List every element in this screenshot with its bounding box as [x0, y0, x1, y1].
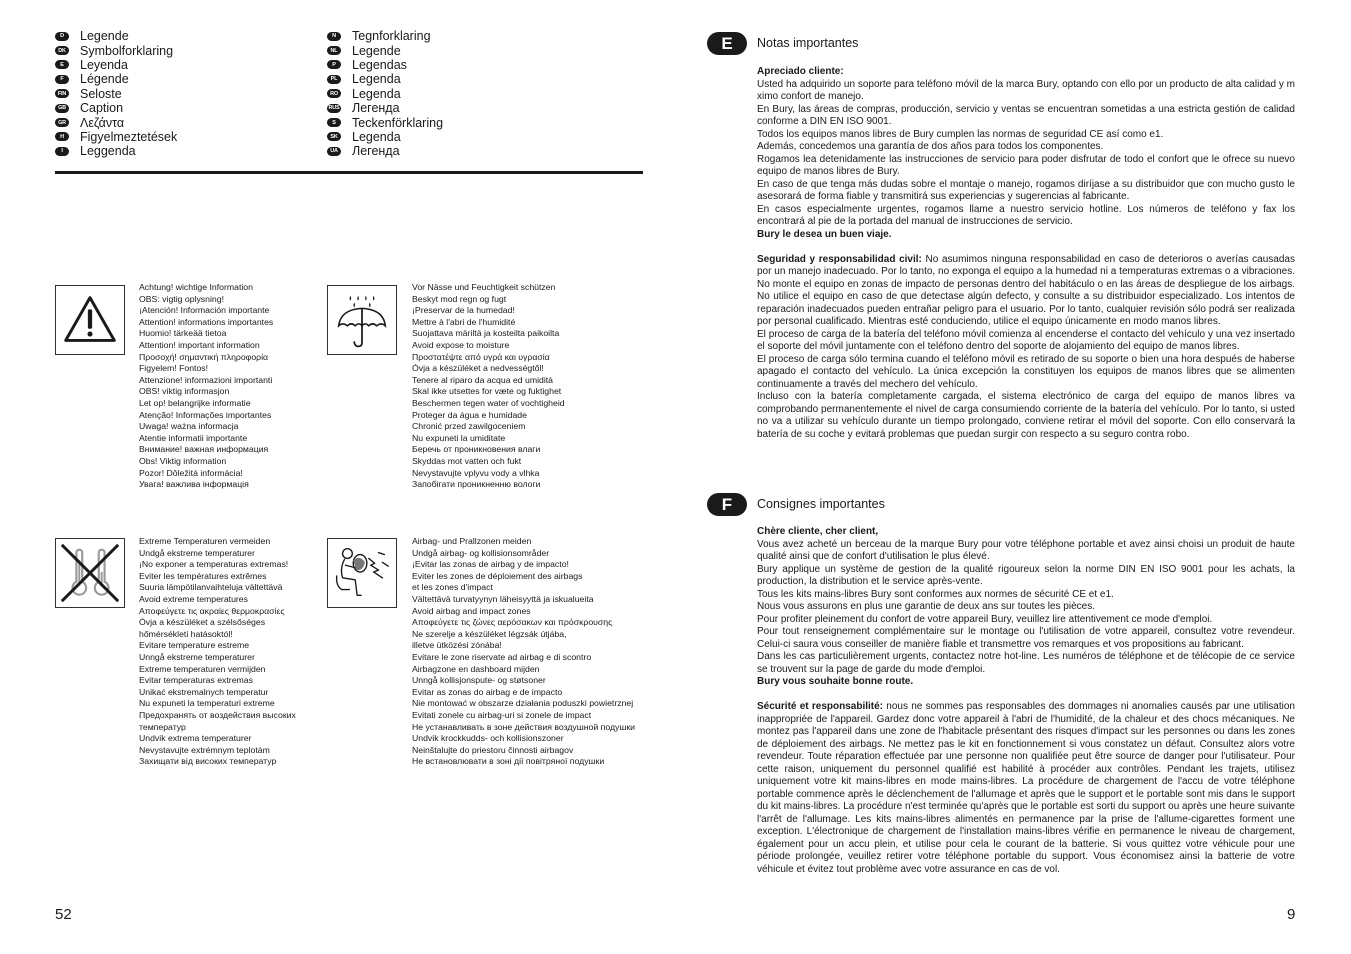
legend-label: Легенда — [352, 101, 400, 116]
symbol-text-line: Не встановлювати в зоні дії повітряної подушки — [412, 756, 605, 767]
symbol-text-line: Tenere al riparo da acqua ed umidità — [412, 374, 554, 385]
symbol-text-line: Ne szerelje a készüléket légzsák útjába, — [412, 628, 567, 639]
symbol-text-line: ¡No exponer a temperaturas extremas! — [139, 559, 289, 570]
legend-label: Tegnforklaring — [352, 29, 431, 44]
symbol-text-line: Запобігати проникненню вологи — [412, 479, 541, 490]
legend-label: Leggenda — [80, 144, 136, 159]
symbol-text-line: Evitati zonele cu airbag-uri si zonele de impact — [412, 709, 592, 720]
symbol-text-line: Pozor! Dôležitá informácia! — [139, 467, 243, 478]
language-code-badge: I — [55, 147, 69, 156]
section-f-safety-intro: nous ne sommes pas responsables des dommages ni anomalies causés par une utilisation inappropriée de l'appareil. Gardez donc votre appareil à l'abri de l'humidité, de la chaleur et des chocs mécaniques. Ne montez pas l'appareil dans une zone de l'habitacle présentant des risques d'impact sur les personnes ou dans les zones de déploiement des airbags. Ne mettez pas le kit en fonctionnement si vous constatez un défaut. Consultez alors votre revendeur. Toute réparation effectuée par une personne non qualifiée peut être source de danger pour l'utilisateur. Pour cette raison, uniquement du personnel qualifié est habilité à procéder aux contrôles. Pendant les trajets, utilisez uniquement votre kit mains-libres en mode mains-libres. La procédure de chargement de l'accu de votre téléphone portable commence après le déclenchement de l'allumage et après que le support et le portable sont mis dans le support du kit mains-libres. La procédure n'est terminée qu'après que le portable est sorti du support ou après une heure suivante l'arrêt de l'allumage. Les kits mains-libres alimentés en permanence par la prise de l'allume-cigarettes forment une exception. L'électronique de chargement de l'installation mains-libres vérifie en permanence le niveau de chargement, également pour un accu plein, et utilise pour cela le courant de la batterie. Si vous quittez votre véhicule pour une période prolongée, veuillez retirer votre téléphone portable du support. Vous économisez ainsi la batterie de votre véhicule et évitez tout problème avec votre assurance en cas de vol. — [757, 701, 1295, 875]
legend-item — [55, 130, 177, 144]
section-f-badge: F — [707, 493, 747, 516]
symbol-text-line: Óvja a készüléket a nedvességtől! — [412, 363, 544, 374]
symbol-text-line: Unikać ekstremalnych temperatur — [139, 686, 269, 697]
section-e-closing: Bury le desea un buen viaje. — [757, 228, 892, 240]
symbol-text-line: Figyelem! Fontos! — [139, 363, 209, 374]
symbol-text-line: Airbagzone en dashboard mijden — [412, 663, 540, 674]
language-code-badge: E — [55, 60, 69, 69]
symbol-text-line: OBS! viktig informasjon — [139, 386, 230, 397]
section-f-closing: Bury vous souhaite bonne route. — [757, 676, 914, 687]
legend-item — [327, 130, 443, 144]
legend-item — [55, 72, 177, 86]
language-code-badge: S — [327, 118, 341, 127]
legend-item — [327, 101, 443, 115]
symbol-text-line: Увага! важлива інформація — [139, 479, 249, 490]
legend-item — [55, 101, 177, 115]
legend-label: Legenda — [352, 72, 401, 87]
section-f-safety-label: Sécurité et responsabilité: — [757, 701, 883, 712]
symbol-text-line: Airbag- und Prallzonen meiden — [412, 536, 532, 546]
warning-triangle-icon — [55, 285, 125, 355]
symbol-text-line: Unngå ekstreme temperaturer — [139, 651, 255, 662]
section-e-badge: E — [707, 32, 747, 55]
section-e-safety-intro: No asumimos ninguna responsabilidad en caso de deterioros o averías causadas por un manejo inadecuado. Por lo tanto, no exponga el equipo a la humedad ni a temperaturas extremas o a vibraciones. No monte el equipo en zonas de impacto de personas dentro del habitáculo o en las áreas de despliegue de los airbags. No utilice el equipo en caso de que detectase algún defecto, y consulte a su distribuidor especializado. Los intentos de reparación inadecuados pueden entrañar peligro para el usuario. Por lo tanto, cualquier revisión sólo podrá ser realizada por personal cualificado. Mientras esté conduciendo, utilice el equipo únicamente en modo manos libres. — [757, 253, 1295, 327]
symbol-text-line: Nu expuneti la temperaturi extreme — [139, 698, 275, 709]
symbol-text-line: Attention! informations importantes — [139, 316, 274, 327]
symbol-text-line: Avoid expose to moisture — [412, 339, 510, 350]
symbol-text-line: Nu expuneti la umiditate — [412, 432, 506, 443]
temperature-text — [139, 536, 296, 768]
symbol-text-line: Extreme temperaturen vermijden — [139, 663, 266, 674]
page-number-left: 52 — [55, 906, 72, 923]
symbol-text-line: OBS: vigtig oplysning! — [139, 293, 224, 304]
symbol-text-line: Proteger da água e humidade — [412, 409, 527, 420]
language-code-badge: D — [55, 32, 69, 41]
symbol-text-line: Αποφεύγετε τις ακραίες θερμοκρασίες — [139, 605, 285, 616]
symbol-text-line: Беречь от проникновения влаги — [412, 444, 541, 455]
symbol-text-line: Obs! Viktig information — [139, 455, 227, 466]
symbol-text-line: Unngå kollisjonspute- og støtsoner — [412, 675, 546, 686]
symbol-text-line: Предохранять от воздействия высоких — [139, 709, 296, 720]
paragraph: Vous avez acheté un berceau de la marque Bury pour votre téléphone portable et avez ainsi choisi un produit de haute qualité ainsi que de confort d'utilisation le plus élevé. — [757, 538, 1295, 562]
legend-label: Teckenförklaring — [352, 115, 444, 130]
umbrella-rain-icon — [327, 285, 397, 355]
paragraph: Pour tout renseignement complémentaire sur le montage ou l'utilisation de votre appareil, consultez votre revendeur. Celui-ci saura vous conseiller de manière fiable et transmettre vos remarques et vos propositions au fabricant. — [757, 626, 1295, 650]
symbol-text-line: Chronić przed zawilgoceniem — [412, 421, 526, 432]
legend-item — [55, 144, 177, 158]
symbol-text-line: Evitare le zone riservate ad airbag e di scontro — [412, 651, 592, 662]
symbol-text-line: Evitar as zonas do airbag e de impacto — [412, 686, 563, 697]
symbol-text-line: Uwaga! ważna informacja — [139, 421, 239, 432]
symbol-text-line: Nie montować w obszarze działania poduszki powietrznej — [412, 698, 634, 709]
symbol-text-line: Huomio! tärkeää tietoa — [139, 328, 227, 339]
page-number-right: 9 — [1287, 906, 1296, 923]
legend-column-1 — [55, 29, 177, 159]
section-e-body — [757, 66, 1295, 441]
legend-item — [55, 87, 177, 101]
language-code-badge: FIN — [55, 89, 69, 98]
section-e-safety-label: Seguridad y responsabilidad civil: — [757, 253, 922, 265]
language-code-badge: GB — [55, 104, 69, 113]
symbol-text-line: Eviter les températures extrêmes — [139, 570, 267, 581]
legend-label: Legende — [352, 43, 401, 58]
legend-label: Legende — [80, 29, 129, 44]
symbol-text-line: Óvja a készüléket a szélsőséges — [139, 617, 266, 628]
symbol-text-line: Evitar temperaturas extremas — [139, 675, 253, 686]
section-f-title: Consignes importantes — [757, 497, 885, 511]
symbol-text-line: Atenção! Informações importantes — [139, 409, 272, 420]
paragraph: El proceso de carga sólo termina cuando el teléfono móvil es retirado de su soporte o bien una hora después de haberse apagado el contacto del vehículo. La única excepción la constituyen los equipos de manos libres que se alimenten continuamente a través del mechero del vehículo. — [757, 353, 1295, 390]
language-code-badge: GR — [55, 118, 69, 127]
symbol-text-line: Vor Nässe und Feuchtigkeit schützen — [412, 282, 556, 292]
legend-label: Легенда — [352, 144, 400, 159]
legend-column-2 — [327, 29, 443, 159]
symbol-text-line: Extreme Temperaturen vermeiden — [139, 536, 271, 546]
language-code-badge: NL — [327, 46, 341, 55]
symbol-text-line: ¡Preservar de la humedad! — [412, 305, 515, 316]
paragraph: En caso de que tenga más dudas sobre el montaje o manejo, rogamos diríjase a su distribuidor que con mucho gusto le asesorará de forma fiable y transmitirá sus experiencias y sugerencias al fabricante. — [757, 178, 1295, 202]
language-code-badge: PL — [327, 75, 341, 84]
paragraph: Nous vous assurons en plus une garantie de deux ans sur toutes les pièces. — [757, 601, 1095, 612]
legend-label: Caption — [80, 101, 124, 116]
symbol-text-line: Mettre à l'abri de l'humidité — [412, 316, 516, 327]
language-code-badge: H — [55, 132, 69, 141]
symbol-text-line: Undvik extrema temperaturer — [139, 733, 252, 744]
language-code-badge: SK — [327, 132, 341, 141]
legend-item — [327, 29, 443, 43]
language-code-badge: P — [327, 60, 341, 69]
symbol-text-line: hőmérsékleti hatásoktól! — [139, 628, 233, 639]
symbol-text-line: Αποφεύγετε τις ζώνες αερόσακων και πρόσκρουσης — [412, 617, 613, 628]
symbol-text-line: Не устанавливать в зоне действия воздушной подушки — [412, 721, 636, 732]
symbol-text-line: Let op! belangrijke informatie — [139, 397, 251, 408]
legend-label: Figyelmeztetések — [80, 129, 178, 144]
paragraph: El proceso de carga de la batería del teléfono móvil comienza al encenderse el contacto del vehículo y una vez insertado el soporte del móvil juntamente con el teléfono dentro del soporte de alojamiento del equipo de manos libres. — [757, 328, 1295, 352]
legend-item — [327, 72, 443, 86]
legend-label: Legenda — [352, 86, 401, 101]
language-code-badge: DK — [55, 46, 69, 55]
symbol-text-line: Skyddas mot vatten och fukt — [412, 455, 522, 466]
paragraph: En casos especialmente urgentes, rogamos llame a nuestro servicio hotline. Los números de teléfono y fax los encontrará al pie de la portada del manual de instrucciones de servicio. — [757, 203, 1295, 227]
symbol-text-line: температур — [139, 721, 186, 732]
paragraph: Tous les kits mains-libres Bury sont conformes aux normes de sécurité CE et e1. — [757, 588, 1114, 600]
language-code-badge: RUS — [328, 105, 340, 112]
legend-label: Legenda — [352, 129, 401, 144]
legend-label: Leyenda — [80, 57, 128, 72]
language-code-badge: N — [327, 32, 341, 41]
symbol-text-line: illetve ütközési zónába! — [412, 640, 502, 651]
legend-label: Λεζάντα — [80, 115, 125, 130]
legend-label: Legendas — [352, 57, 407, 72]
legend-label: Légende — [80, 72, 129, 87]
symbol-text-line: Beskyt mod regn og fugt — [412, 293, 507, 304]
paragraph: Rogamos lea detenidamente las instrucciones de servicio para poder disfrutar de todo el confort que le ofrece su nuevo equipo de manos libres de Bury. — [757, 153, 1295, 177]
legend-label: Symbolforklaring — [80, 43, 174, 58]
legend-item — [327, 115, 443, 129]
symbol-text-line: Achtung! wichtige Information — [139, 282, 253, 292]
legend-item — [55, 58, 177, 72]
paragraph: Dans les cas particulièrement urgents, contactez notre hot-line. Les numéros de téléphone et de télécopie de ce service se trouvent sur la page de garde du mode d'emploi. — [757, 651, 1295, 675]
paragraph: Usted ha adquirido un soporte para teléfono móvil de la marca Bury, optando con ello por un producto de alta calidad y m ximo confort de manejo. — [757, 78, 1295, 102]
section-f-body — [757, 526, 1295, 876]
paragraph: Pour profiter pleinement du confort de votre appareil Bury, veuillez lire attentivement ce mode d'emploi. — [757, 613, 1213, 625]
divider-rule — [55, 171, 643, 174]
symbol-text-line: Suojattava märiltä ja kosteilta paikoilta — [412, 328, 560, 339]
section-f-safety — [757, 701, 1295, 876]
section-e-safety — [757, 254, 1295, 329]
symbol-text-line: Внимание! важная информация — [139, 444, 269, 455]
warning-text — [139, 282, 273, 491]
language-code-badge: RO — [327, 89, 341, 98]
paragraph: Incluso con la batería completamente cargada, el sistema electrónico de carga del equipo de manos libres va comprobando permanentemente el nivel de carga consumiendo corriente de la batería del vehículo. Por lo tanto, si usted no va a utilizar su vehículo durante un tiempo prolongado, conviene retirar el móvil del soporte. Con ello conservará la batería de su coche y evitará problemas que puedan surgir con respecto a su seguro contra robo. — [757, 391, 1295, 440]
symbol-text-line: Nevystavujte extrémnym teplotám — [139, 744, 270, 755]
airbag-zone-icon — [327, 538, 397, 608]
symbol-text-line: Skal ikke utsettes for væte og fuktighet — [412, 386, 562, 397]
section-e-title: Notas importantes — [757, 36, 859, 50]
language-code-badge: F — [55, 75, 69, 84]
legend-item — [55, 43, 177, 57]
section-f-greeting: Chère cliente, cher client, — [757, 526, 879, 537]
symbol-text-line: Avoid airbag and impact zones — [412, 605, 531, 616]
symbol-text-line: Nevystavujte vplyvu vody a vlhka — [412, 467, 540, 478]
no-extreme-temperature-icon — [55, 538, 125, 608]
legend-item — [327, 87, 443, 101]
legend-label: Seloste — [80, 86, 122, 101]
language-code-badge: UA — [327, 147, 341, 156]
legend-item — [327, 58, 443, 72]
symbol-text-line: Undgå ekstreme temperaturer — [139, 547, 255, 558]
symbol-text-line: Προσοχή! σημαντική πληροφορία — [139, 351, 269, 362]
symbol-text-line: Vältettävä turvatyynyn läheisyyttä ja iskualueita — [412, 593, 594, 604]
symbol-text-line: Захищати від високих температур — [139, 756, 277, 767]
symbol-text-line: Attention! important information — [139, 339, 260, 350]
symbol-text-line: ¡Evitar las zonas de airbag y de impacto! — [412, 559, 569, 570]
symbol-text-line: Προστατέψτε από υγρά και υγρασία — [412, 351, 550, 362]
legend-item — [327, 144, 443, 158]
symbol-text-line: ¡Atención! Información importante — [139, 305, 270, 316]
section-e-greeting: Apreciado cliente: — [757, 66, 844, 77]
legend-item — [55, 115, 177, 129]
symbol-text-line: Attenzione! informazioni importanti — [139, 374, 273, 385]
symbol-text-line: Undvik krockkudds- och kollisionszoner — [412, 733, 564, 744]
paragraph: Todos los equipos manos libres de Bury cumplen las normas de seguridad CE así como e1. — [757, 128, 1164, 140]
paragraph: Bury applique un système de gestion de la qualité rigoureux selon la norme DIN EN ISO 9001 pour les achats, la production, la distribution et le service après-vente. — [757, 563, 1295, 587]
legend-item — [55, 29, 177, 43]
symbol-text-line: Eviter les zones de déploiement des airbags — [412, 570, 583, 581]
symbol-text-line: Atentie informatii importante — [139, 432, 248, 443]
symbol-text-line: Neinštalujte do priestoru činnosti airbagov — [412, 744, 574, 755]
paragraph: En Bury, las áreas de compras, producción, servicio y ventas se encuentran sometidas a una estricta gestión de calidad conforme a DIN EN ISO 9001. — [757, 103, 1295, 127]
symbol-text-line: Evitare temperature estreme — [139, 640, 250, 651]
symbol-text-line: Undgå airbag- og kollisionsområder — [412, 547, 550, 558]
symbol-text-line: et les zones d'impact — [412, 582, 493, 593]
legend-item — [327, 43, 443, 57]
symbol-text-line: Avoid extreme temperatures — [139, 593, 248, 604]
symbol-text-line: Beschermen tegen water of vochtigheid — [412, 397, 565, 408]
moisture-text — [412, 282, 565, 491]
paragraph: Además, concedemos una garantía de dos años para todos los componentes. — [757, 141, 1104, 152]
symbol-text-line: Suuria lämpötilanvaihteluja vältettävä — [139, 582, 283, 593]
airbag-text — [412, 536, 635, 768]
